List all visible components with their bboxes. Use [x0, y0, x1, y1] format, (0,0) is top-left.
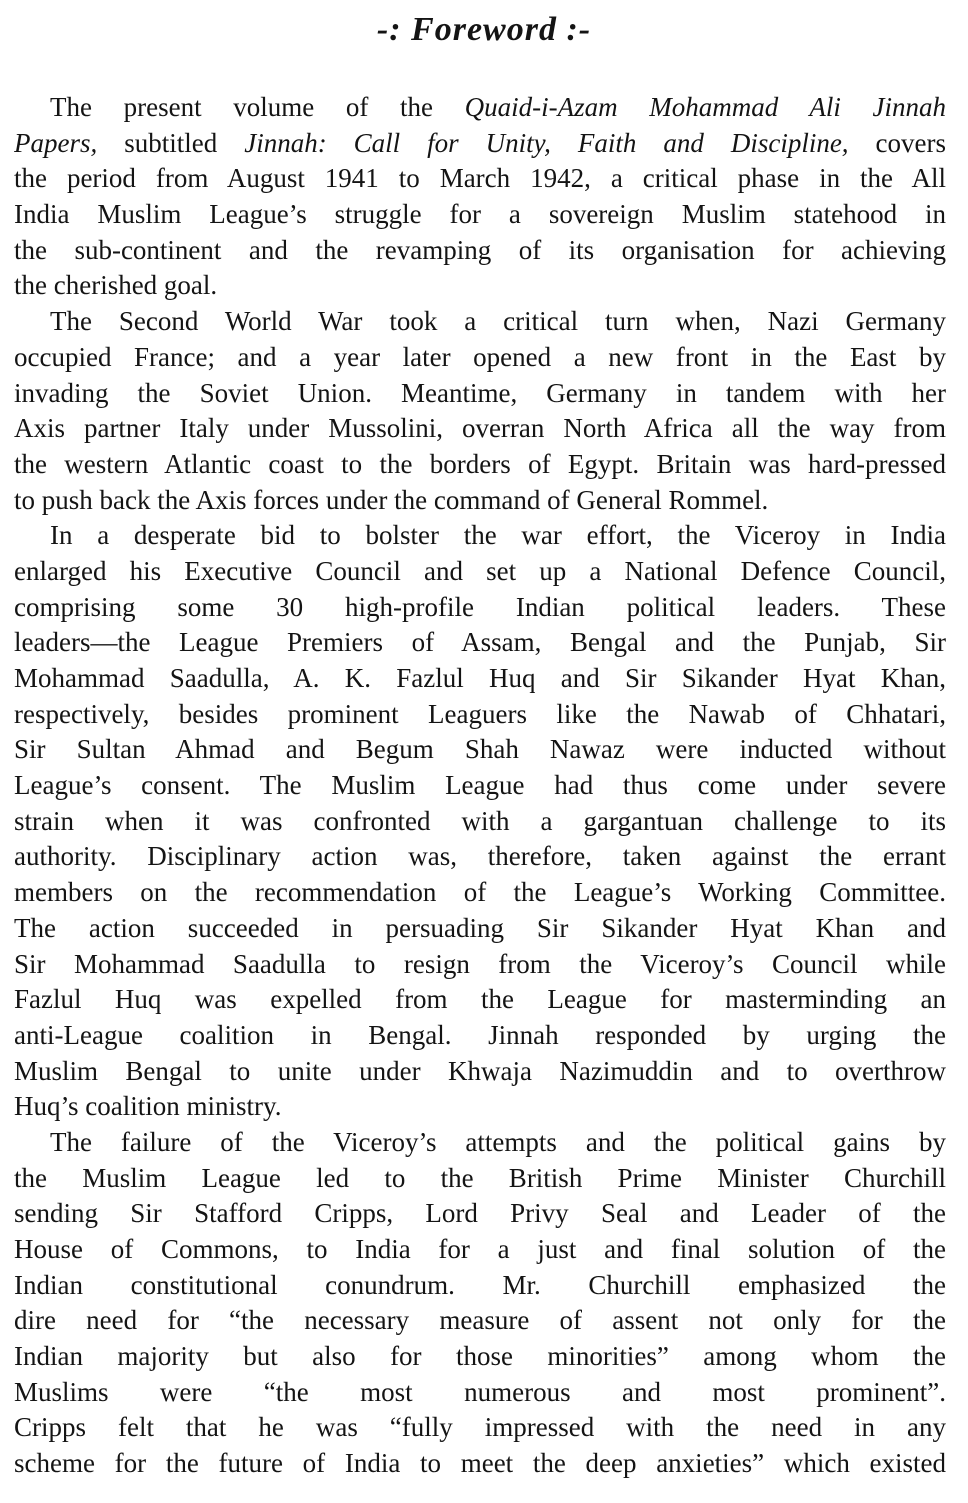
- text-line: [14, 411, 946, 447]
- text-line: [14, 590, 946, 626]
- text-line: [14, 804, 946, 840]
- paragraph: [14, 1125, 946, 1482]
- paragraph: [14, 518, 946, 1125]
- text-line: [14, 90, 946, 126]
- text-segment: enlarged his Executive Council and set up a National Defence Council,: [14, 555, 946, 586]
- text-segment: Huq’s coalition ministry.: [14, 1091, 282, 1122]
- text-segment: The failure of the Viceroy’s attempts and the political gains by: [50, 1126, 946, 1157]
- text-line: [14, 268, 946, 304]
- text-segment: the cherished goal.: [14, 270, 218, 301]
- text-segment: Mohammad Saadulla, A. K. Fazlul Huq and Sir Sikander Hyat Khan,: [14, 663, 946, 693]
- text-line: [14, 625, 946, 661]
- italic-text: Papers,: [14, 127, 98, 158]
- text-segment: authority. Disciplinary action was, therefore, taken against the errant: [14, 841, 946, 872]
- text-line: [14, 697, 946, 733]
- text-segment: strain when it was confronted with a gargantuan challenge to its: [14, 805, 946, 836]
- text-line: [14, 1446, 946, 1482]
- text-line: [14, 1125, 946, 1161]
- text-segment: scheme for the future of India to meet the deep anxieties” which existed: [14, 1448, 946, 1479]
- text-line: [14, 518, 946, 554]
- text-segment: leaders—the League Premiers of Assam, Bengal and the Punjab, Sir: [14, 627, 946, 658]
- text-line: [14, 911, 946, 947]
- text-line: [14, 1339, 946, 1375]
- text-segment: anti-League coalition in Bengal. Jinnah responded by urging the: [14, 1019, 946, 1050]
- text-segment: dire need for “the necessary measure of assent not only for the: [14, 1305, 946, 1336]
- text-line: [14, 1232, 946, 1268]
- text-segment: The present volume of the: [50, 92, 465, 122]
- text-segment: Muslim Bengal to unite under Khwaja Nazimuddin and to overthrow: [14, 1055, 946, 1086]
- paragraph: [14, 90, 946, 304]
- text-line: [14, 768, 946, 804]
- text-line: [14, 1268, 946, 1304]
- text-segment: the period from August 1941 to March 1942, a critical phase in the All: [14, 163, 946, 194]
- text-line: [14, 304, 946, 340]
- text-line: [14, 554, 946, 590]
- paragraph: [14, 304, 946, 518]
- text-segment: League’s consent. The Muslim League had thus come under severe: [14, 770, 946, 801]
- text-segment: The action succeeded in persuading Sir Sikander Hyat Khan and: [14, 912, 946, 943]
- text-line: [14, 161, 946, 197]
- page-title: -: Foreword :-: [376, 11, 592, 48]
- text-segment: covers: [848, 127, 946, 158]
- text-line: [14, 1410, 946, 1446]
- text-line: [14, 1018, 946, 1054]
- text-line: [14, 197, 946, 233]
- text-line: [14, 1089, 946, 1125]
- text-line: [14, 376, 946, 412]
- text-line: [14, 732, 946, 768]
- text-segment: Axis partner Italy under Mussolini, overran North Africa all the way from: [14, 413, 946, 444]
- text-segment: The Second World War took a critical turn when, Nazi Germany: [50, 306, 946, 337]
- text-segment: occupied France; and a year later opened a new front in the East by: [14, 341, 946, 372]
- text-segment: respectively, besides prominent Leaguers like the Nawab of Chhatari,: [14, 698, 946, 729]
- text-segment: Indian constitutional conundrum. Mr. Churchill emphasized the: [14, 1269, 946, 1300]
- text-segment: In a desperate bid to bolster the war effort, the Viceroy in India: [50, 520, 946, 551]
- text-segment: sending Sir Stafford Cripps, Lord Privy Seal and Leader of the: [14, 1198, 946, 1229]
- text-line: [14, 1375, 946, 1411]
- text-line: [14, 1054, 946, 1090]
- text-segment: Sir Mohammad Saadulla to resign from the Viceroy’s Council while: [14, 948, 946, 979]
- text-line: [14, 340, 946, 376]
- text-segment: Indian majority but also for those minorities” among whom the: [14, 1341, 946, 1372]
- text-line: [14, 839, 946, 875]
- text-segment: Fazlul Huq was expelled from the League for masterminding an: [14, 984, 946, 1015]
- text-segment: the western Atlantic coast to the borders of Egypt. Britain was hard-pressed: [14, 448, 946, 479]
- text-segment: to push back the Axis forces under the command of General Rommel.: [14, 484, 769, 515]
- text-segment: House of Commons, to India for a just and final solution of the: [14, 1234, 946, 1264]
- text-segment: Cripps felt that he was “fully impressed with the need in any: [14, 1412, 946, 1443]
- text-line: [14, 947, 946, 983]
- text-segment: subtitled: [97, 127, 245, 158]
- text-line: [14, 483, 946, 519]
- text-line: [14, 1196, 946, 1232]
- italic-text: Quaid-i-Azam Mohammad Ali Jinnah: [464, 92, 946, 122]
- italic-text: Jinnah: Call for Unity, Faith and Discipline,: [244, 127, 849, 158]
- text-segment: Muslims were “the most numerous and most prominent”.: [14, 1376, 946, 1407]
- text-segment: the Muslim League led to the British Prime Minister Churchill: [14, 1162, 946, 1193]
- text-segment: the sub-continent and the revamping of its organisation for achieving: [14, 234, 946, 265]
- text-line: [14, 875, 946, 911]
- text-line: [14, 982, 946, 1018]
- text-line: [14, 1161, 946, 1197]
- text-segment: India Muslim League’s struggle for a sovereign Muslim statehood in: [14, 199, 946, 230]
- text-segment: members on the recommendation of the League’s Working Committee.: [14, 877, 946, 908]
- text-line: [14, 447, 946, 483]
- text-line: [14, 233, 946, 269]
- text-line: [14, 126, 946, 162]
- text-line: [14, 661, 946, 697]
- text-segment: comprising some 30 high-profile Indian political leaders. These: [14, 591, 946, 622]
- text-segment: Sir Sultan Ahmad and Begum Shah Nawaz were inducted without: [14, 734, 946, 765]
- text-line: [14, 1303, 946, 1339]
- foreword-body: [14, 90, 946, 1482]
- text-segment: invading the Soviet Union. Meantime, Germany in tandem with her: [14, 377, 946, 408]
